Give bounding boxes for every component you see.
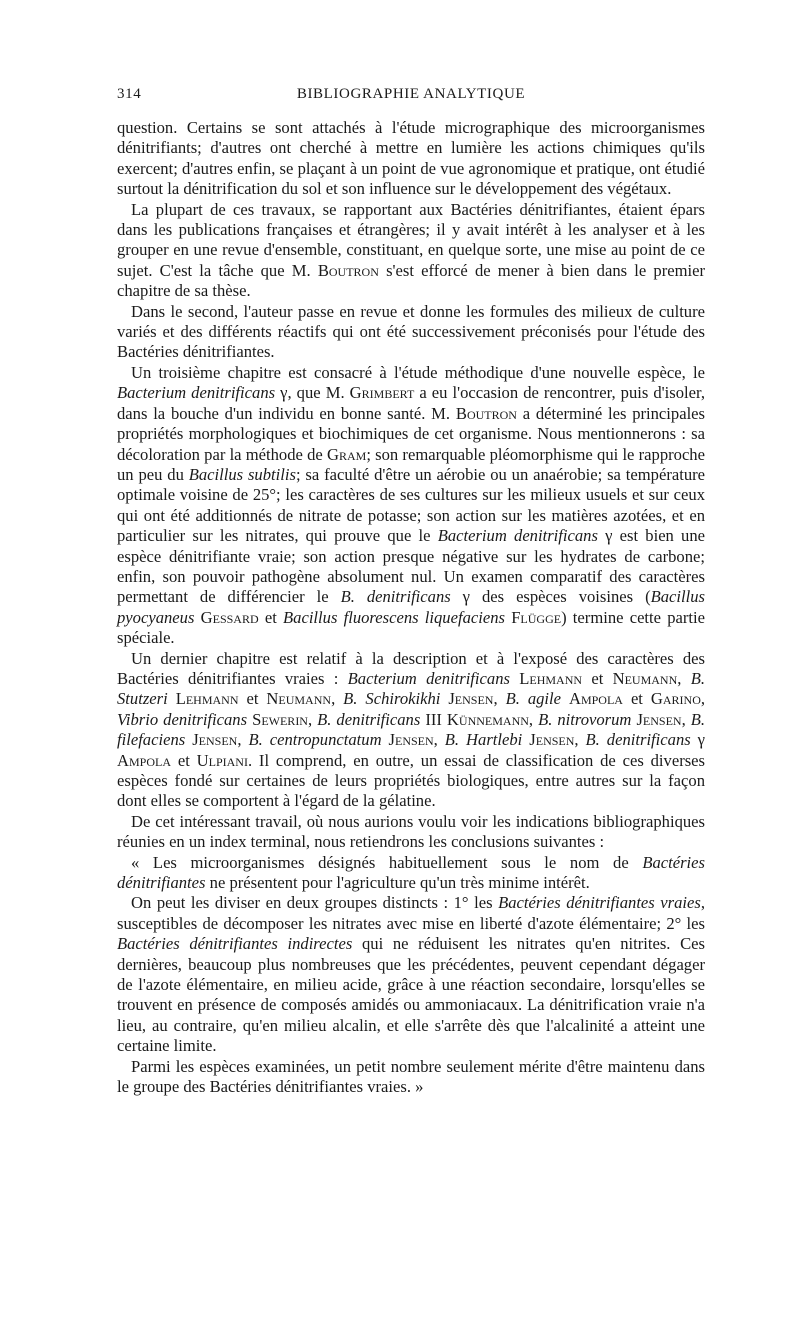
text-run: et bbox=[238, 689, 267, 709]
text-run: ne présentent pour l'agriculture qu'un très minime intérêt. bbox=[205, 873, 590, 893]
text-run: γ est bien une espèce dénitrifiante vraie; son action presque négative sur les hydrates de carbone; enfin, son pouvoir pathogène absolument nul. Un examen comparatif des caractères permettant de différencier le bbox=[117, 526, 706, 607]
italic-run: B. centropunctatum bbox=[248, 730, 382, 750]
small-caps-run: Gram bbox=[327, 444, 367, 464]
italic-run: Bacterium denitrificans bbox=[117, 383, 276, 403]
italic-run: B. Hartlebi bbox=[444, 730, 523, 750]
small-caps-run: Jensen bbox=[448, 689, 494, 709]
page-number: 314 bbox=[117, 86, 142, 102]
italic-run: Bacillus pyocyaneus bbox=[117, 587, 705, 627]
text-run: et bbox=[622, 689, 651, 709]
small-caps-run: Künnemann bbox=[446, 709, 529, 729]
small-caps-run: Neumann bbox=[612, 668, 678, 688]
small-caps-run: Ampola bbox=[568, 689, 623, 709]
small-caps-run: Lehmann bbox=[175, 689, 239, 709]
text-run: γ, que M. bbox=[275, 383, 350, 403]
text-run: qui ne réduisent les nitrates qu'en nitrites. Ces dernières, beaucoup plus nombreuses que les précédentes, peuvent cependant dégager de l'azote élémentaire, en milieu acide, grâce à une réaction secondaire, lorsqu'elles se trouvent en présence de composés amidés ou ammoniacaux. La dénitrification vraie n'a lieu, au contraire, qu'en milieu alcalin, et elle s'arrête dès que l'alcalinité a atteint une certaine limite. bbox=[117, 934, 705, 1056]
text-run: , bbox=[493, 689, 506, 709]
text-run: ; sa faculté d'être un aérobie ou un anaérobie; sa température optimale voisine de 25°; les caractères de ses cultures sur les milieux usuels et sur ceux qui ont été additionnés de nitrate de potasse; son action sur les matières azotées, et en particulier sur les nitrates, qui prouve que le bbox=[117, 464, 706, 546]
small-caps-run: Garino bbox=[650, 689, 701, 709]
small-caps-run: Ulpiani bbox=[196, 750, 248, 770]
text-run: s'est efforcé de mener à bien dans le premier chapitre de sa thèse. bbox=[117, 260, 705, 301]
text-run bbox=[510, 669, 519, 688]
small-caps-run: Sewerin bbox=[252, 709, 308, 729]
text-run: , susceptibles de décomposer les nitrates avec mise en liberté d'azote élémentaire; 2° les bbox=[117, 893, 705, 933]
paragraph bbox=[117, 200, 705, 302]
text-run: , bbox=[528, 709, 539, 729]
text-run: question. Certains se sont attachés à l'étude micrographique des microorganismes dénitrifiants; d'autres ont cherché à mettre en lumière les actions chimiques qu'ils exercent; d'autres enfin, se plaçant à un point de vue agronomique et pratique, ont étudié surtout la dénitrification du sol et son influence sur le développement des végétaux. bbox=[117, 118, 705, 199]
paragraph bbox=[117, 893, 705, 1056]
text-run: « Les microorganismes désignés habituellement sous le nom de bbox=[131, 852, 643, 872]
text-run: ) termine cette partie spéciale. bbox=[117, 607, 705, 648]
italic-run: Vibrio denitrificans bbox=[117, 709, 248, 729]
paragraph bbox=[117, 302, 705, 363]
italic-run: B. agile bbox=[505, 689, 562, 709]
paragraph bbox=[117, 363, 705, 649]
small-caps-run: Jensen bbox=[529, 730, 575, 750]
small-caps-run: Jensen bbox=[636, 709, 682, 729]
text-run bbox=[168, 689, 176, 708]
text-run: et bbox=[171, 750, 197, 770]
text-run: et bbox=[258, 607, 284, 627]
text-run: a déterminé les principales propriétés morphologiques et biochimiques de cet organisme. Nous mentionnerons : sa décoloration par la méthode de bbox=[117, 403, 706, 464]
italic-run: B. filefaciens bbox=[117, 709, 706, 750]
italic-run: Bactéries dénitrifiantes vraies bbox=[498, 893, 701, 913]
small-caps-run: Flügge bbox=[511, 607, 562, 627]
text-run: , bbox=[574, 730, 586, 750]
italic-run: Bactéries dénitrifiantes indirectes bbox=[117, 934, 353, 954]
text-run: Un dernier chapitre est relatif à la description et à l'exposé des caractères des Bactéries dénitrifiantes vraies : bbox=[117, 648, 705, 688]
italic-run: Bacillus fluorescens liquefaciens bbox=[283, 607, 505, 627]
italic-run: B. denitrificans bbox=[585, 730, 691, 750]
small-caps-run: Ampola bbox=[117, 750, 171, 770]
text-run: , bbox=[700, 689, 706, 709]
text-run bbox=[561, 689, 569, 708]
small-caps-run: Boutron bbox=[455, 403, 517, 423]
text-run: , bbox=[433, 730, 445, 750]
italic-run: Bactéries dénitrifiantes bbox=[117, 852, 705, 893]
text-run: , bbox=[681, 709, 691, 729]
small-caps-run: Lehmann bbox=[519, 668, 583, 688]
text-run: Parmi les espèces examinées, un petit nombre seulement mérite d'être maintenu dans le groupe des Bactéries dénitrifiantes vraies. » bbox=[117, 1056, 705, 1097]
text-run: . Il comprend, en outre, un essai de classification de ces diverses espèces fondé sur certaines de leurs propriétés biologiques, entre autres sur la façon dont elles se comportent à l'égard de la gélatine. bbox=[117, 750, 706, 811]
text-run: , bbox=[677, 668, 691, 688]
text-run: Dans le second, l'auteur passe en revue et donne les formules des milieux de culture variés et des différents réactifs qui ont été successivement préconisés pour l'étude des Bactéries dénitrifiantes. bbox=[117, 301, 705, 362]
italic-run: Bacterium denitrificans bbox=[437, 526, 598, 546]
small-caps-run: Jensen bbox=[192, 730, 238, 750]
page-header bbox=[117, 86, 705, 108]
small-caps-run: Jensen bbox=[388, 730, 434, 750]
small-caps-run: Neumann bbox=[266, 689, 332, 709]
text-run: De cet intéressant travail, où nous aurions voulu voir les indications bibliographiques réunies en un index terminal, nous retiendrons les conclusions suivantes : bbox=[117, 811, 705, 852]
small-caps-run: Boutron bbox=[317, 260, 379, 280]
text-run: γ bbox=[690, 730, 706, 750]
text-run: , bbox=[307, 709, 318, 729]
small-caps-run: Gessard bbox=[200, 607, 259, 627]
paragraph bbox=[117, 118, 705, 200]
italic-run: B. nitrovorum bbox=[538, 709, 632, 729]
text-run: , bbox=[237, 730, 249, 750]
paragraph bbox=[117, 812, 705, 853]
text-run: , bbox=[331, 689, 344, 709]
italic-run: B. denitrificans bbox=[340, 587, 451, 607]
text-run: a eu l'occasion de rencontrer, puis d'isoler, dans la bouche d'un individu en bonne santé. M. bbox=[117, 383, 706, 423]
paragraph bbox=[117, 1057, 705, 1098]
running-title: BIBLIOGRAPHIE ANALYTIQUE bbox=[296, 86, 526, 102]
body-text bbox=[117, 118, 705, 1098]
small-caps-run: Grimbert bbox=[349, 383, 415, 403]
text-run: On peut les diviser en deux groupes distincts : 1° les bbox=[131, 893, 499, 913]
text-run: γ des espèces voisines ( bbox=[450, 587, 651, 607]
text-run bbox=[382, 730, 389, 749]
text-run: Un troisième chapitre est consacré à l'étude méthodique d'une nouvelle espèce, le bbox=[131, 362, 705, 382]
italic-run: Bacterium denitrificans bbox=[347, 668, 510, 688]
text-run: III bbox=[420, 709, 447, 729]
italic-run: B. denitrificans bbox=[317, 709, 421, 729]
paragraph bbox=[117, 649, 705, 812]
paragraph bbox=[117, 853, 705, 894]
text-run: La plupart de ces travaux, se rapportant aux Bactéries dénitrifiantes, étaient épars dans les publications françaises et étrangères; il y avait intérêt à les analyser et à les grouper en une revue d'ensemble, constituant, en quelque sorte, une mise au point de ce sujet. C'est la tâche que M. bbox=[117, 199, 705, 280]
italic-run: Bacillus subtilis bbox=[188, 464, 296, 484]
italic-run: B. Stutzeri bbox=[117, 668, 705, 709]
italic-run: B. Schirokikhi bbox=[343, 689, 441, 709]
text-run: et bbox=[582, 668, 613, 688]
text-run: ; son remarquable pléomorphisme qui le rapproche un peu du bbox=[117, 444, 705, 484]
